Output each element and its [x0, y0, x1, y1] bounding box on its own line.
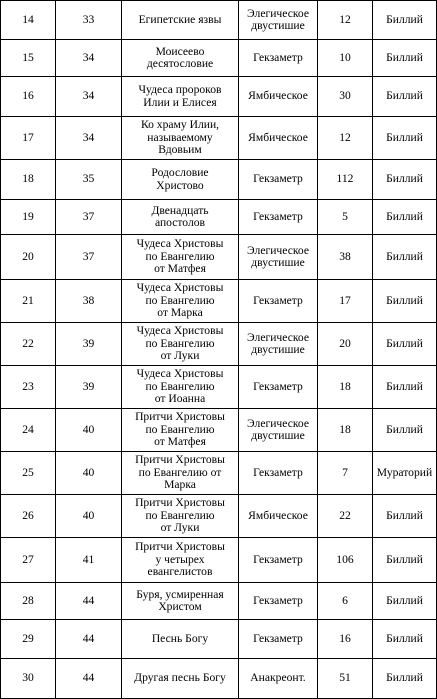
poem-title-cell: Чудеса пророков Илии и Елисея — [122, 77, 239, 117]
poem-title-cell: Чудеса Христовы по Евангелию от Иоанна — [122, 366, 239, 409]
source-cell: Биллий — [373, 235, 437, 280]
source-cell: Биллий — [373, 200, 437, 235]
poem-title-cell: Притчи Христовы по Евангелию от Марка — [122, 452, 239, 495]
line-count-cell: 112 — [318, 160, 373, 200]
row-number-cell: 14 — [1, 1, 56, 40]
table-row — [1, 366, 437, 409]
table-row — [1, 452, 437, 495]
source-cell: Биллий — [373, 366, 437, 409]
page-number-cell: 38 — [56, 280, 122, 323]
row-number-cell: 29 — [1, 620, 56, 659]
line-count-cell: 10 — [318, 40, 373, 77]
poem-title-cell: Чудеса Христовы по Евангелию от Марка — [122, 280, 239, 323]
table-row — [1, 117, 437, 160]
page-number-cell: 44 — [56, 659, 122, 699]
source-cell: Биллий — [373, 323, 437, 366]
row-number-cell: 21 — [1, 280, 56, 323]
row-number-cell: 25 — [1, 452, 56, 495]
source-cell: Биллий — [373, 659, 437, 699]
line-count-cell: 38 — [318, 235, 373, 280]
line-count-cell: 18 — [318, 366, 373, 409]
poem-title-cell: Буря, усмиренная Христом — [122, 583, 239, 620]
line-count-cell: 16 — [318, 620, 373, 659]
table-row — [1, 1, 437, 40]
row-number-cell: 24 — [1, 409, 56, 452]
line-count-cell: 17 — [318, 280, 373, 323]
meter-cell: Ямбическое — [239, 495, 318, 538]
source-cell: Биллий — [373, 538, 437, 583]
source-cell: Биллий — [373, 495, 437, 538]
meter-cell: Гекзаметр — [239, 200, 318, 235]
line-count-cell: 7 — [318, 452, 373, 495]
page-number-cell: 35 — [56, 160, 122, 200]
page-number-cell: 33 — [56, 1, 122, 40]
page-number-cell: 34 — [56, 40, 122, 77]
poems-table-body — [1, 1, 437, 699]
page-number-cell: 39 — [56, 323, 122, 366]
table-row — [1, 323, 437, 366]
line-count-cell: 106 — [318, 538, 373, 583]
source-cell: Биллий — [373, 40, 437, 77]
source-cell: Мураторий — [373, 452, 437, 495]
meter-cell: Ямбическое — [239, 117, 318, 160]
page-number-cell: 44 — [56, 583, 122, 620]
source-cell: Биллий — [373, 620, 437, 659]
table-row — [1, 620, 437, 659]
source-cell: Биллий — [373, 409, 437, 452]
meter-cell: Элегическое двустишие — [239, 409, 318, 452]
line-count-cell: 51 — [318, 659, 373, 699]
page-number-cell: 40 — [56, 495, 122, 538]
page-number-cell: 39 — [56, 366, 122, 409]
row-number-cell: 22 — [1, 323, 56, 366]
page-number-cell: 40 — [56, 409, 122, 452]
poem-title-cell: Двенадцать апостолов — [122, 200, 239, 235]
line-count-cell: 22 — [318, 495, 373, 538]
table-row — [1, 200, 437, 235]
row-number-cell: 27 — [1, 538, 56, 583]
row-number-cell: 23 — [1, 366, 56, 409]
source-cell: Биллий — [373, 280, 437, 323]
meter-cell: Элегическое двустишие — [239, 235, 318, 280]
meter-cell: Элегическое двустишие — [239, 1, 318, 40]
meter-cell: Гекзаметр — [239, 583, 318, 620]
meter-cell: Элегическое двустишие — [239, 323, 318, 366]
line-count-cell: 18 — [318, 409, 373, 452]
table-row — [1, 495, 437, 538]
row-number-cell: 26 — [1, 495, 56, 538]
line-count-cell: 12 — [318, 1, 373, 40]
page-number-cell: 40 — [56, 452, 122, 495]
line-count-cell: 5 — [318, 200, 373, 235]
poem-title-cell: Египетские язвы — [122, 1, 239, 40]
poem-title-cell: Чудеса Христовы по Евангелию от Матфея — [122, 235, 239, 280]
row-number-cell: 30 — [1, 659, 56, 699]
row-number-cell: 28 — [1, 583, 56, 620]
row-number-cell: 20 — [1, 235, 56, 280]
meter-cell: Гекзаметр — [239, 620, 318, 659]
poem-title-cell: Ко храму Илии, называемому Вдовьим — [122, 117, 239, 160]
poem-title-cell: Притчи Христовы по Евангелию от Луки — [122, 495, 239, 538]
table-row — [1, 409, 437, 452]
meter-cell: Гекзаметр — [239, 538, 318, 583]
meter-cell: Анакреонт. — [239, 659, 318, 699]
line-count-cell: 20 — [318, 323, 373, 366]
table-row — [1, 160, 437, 200]
source-cell: Биллий — [373, 160, 437, 200]
table-row — [1, 538, 437, 583]
meter-cell: Ямбическое — [239, 77, 318, 117]
row-number-cell: 19 — [1, 200, 56, 235]
table-row — [1, 280, 437, 323]
meter-cell: Гекзаметр — [239, 40, 318, 77]
table-row — [1, 659, 437, 699]
meter-cell: Гекзаметр — [239, 366, 318, 409]
source-cell: Биллий — [373, 1, 437, 40]
row-number-cell: 17 — [1, 117, 56, 160]
row-number-cell: 16 — [1, 77, 56, 117]
page-number-cell: 37 — [56, 235, 122, 280]
page-number-cell: 44 — [56, 620, 122, 659]
table-row — [1, 40, 437, 77]
table-row — [1, 583, 437, 620]
row-number-cell: 18 — [1, 160, 56, 200]
poem-title-cell: Притчи Христовы по Евангелию от Матфея — [122, 409, 239, 452]
poem-title-cell: Моисеево десятословие — [122, 40, 239, 77]
page-number-cell: 34 — [56, 117, 122, 160]
poem-title-cell: Притчи Христовы у четырех евангелистов — [122, 538, 239, 583]
page-number-cell: 37 — [56, 200, 122, 235]
page-number-cell: 34 — [56, 77, 122, 117]
source-cell: Биллий — [373, 583, 437, 620]
page-number-cell: 41 — [56, 538, 122, 583]
source-cell: Биллий — [373, 77, 437, 117]
line-count-cell: 30 — [318, 77, 373, 117]
meter-cell: Гекзаметр — [239, 160, 318, 200]
meter-cell: Гекзаметр — [239, 280, 318, 323]
row-number-cell: 15 — [1, 40, 56, 77]
meter-cell: Гекзаметр — [239, 452, 318, 495]
poem-title-cell: Песнь Богу — [122, 620, 239, 659]
table-row — [1, 77, 437, 117]
poem-title-cell: Другая песнь Богу — [122, 659, 239, 699]
table-row — [1, 235, 437, 280]
poem-title-cell: Чудеса Христовы по Евангелию от Луки — [122, 323, 239, 366]
line-count-cell: 12 — [318, 117, 373, 160]
poem-title-cell: Родословие Христово — [122, 160, 239, 200]
line-count-cell: 6 — [318, 583, 373, 620]
source-cell: Биллий — [373, 117, 437, 160]
